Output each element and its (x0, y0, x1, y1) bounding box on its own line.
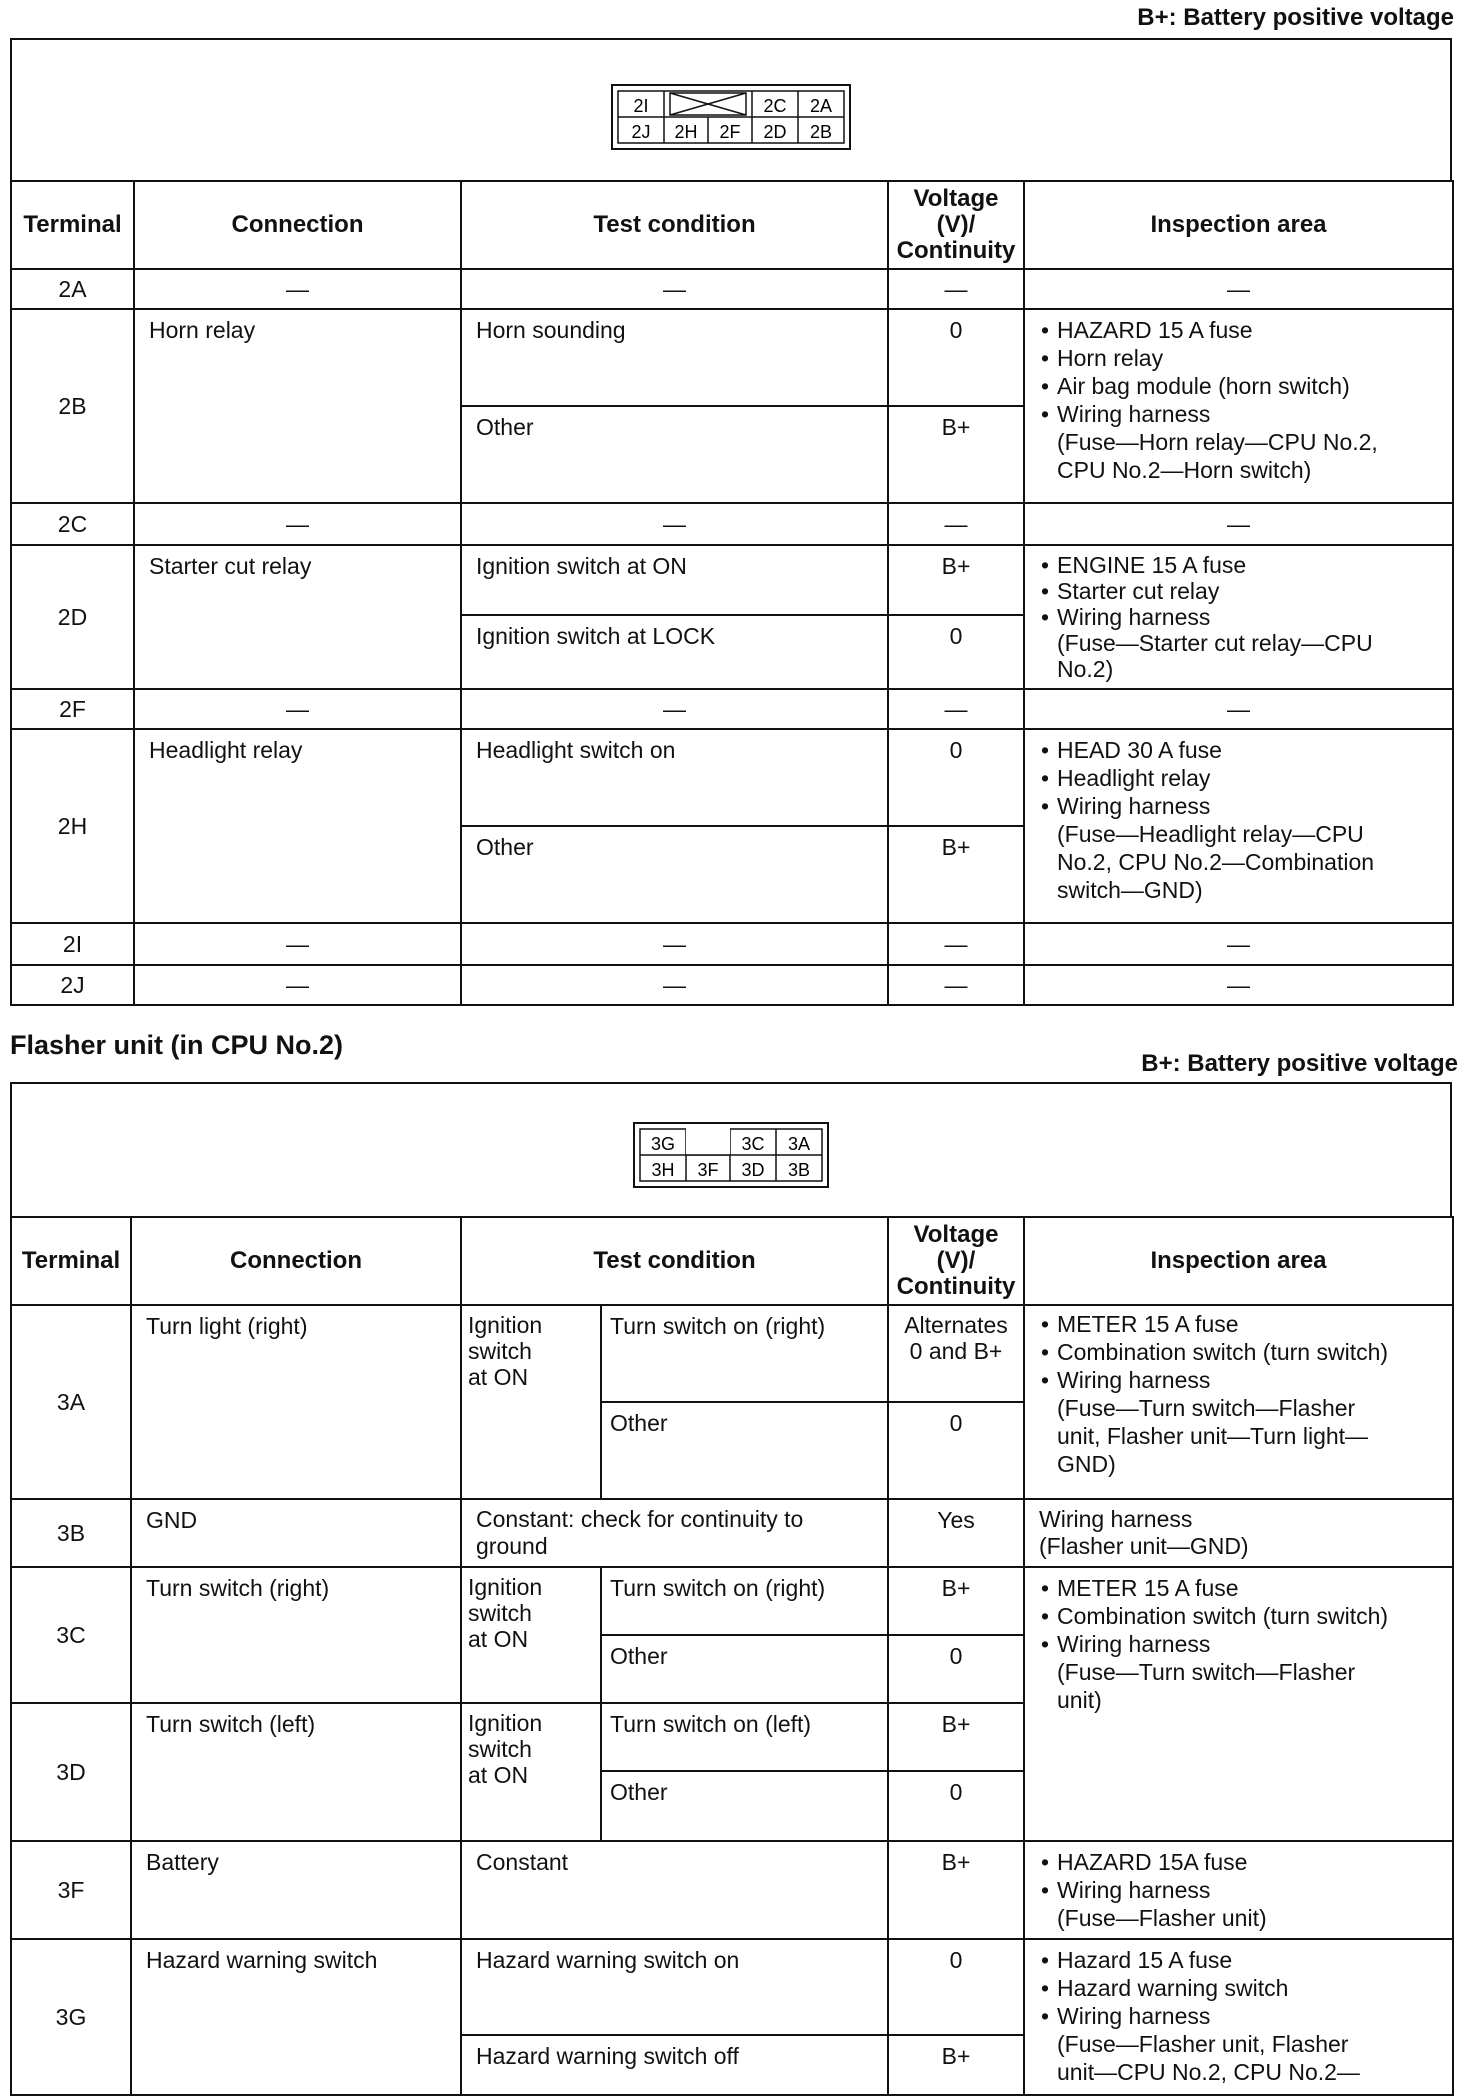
pin-label: 3A (787, 1134, 811, 1154)
header-voltage: Voltage (V)/ Continuity (888, 1217, 1024, 1305)
pin-label: 2F (719, 122, 741, 142)
table-row: 2I — — — — (11, 923, 1453, 965)
header-connection: Connection (131, 1217, 461, 1305)
header-inspection: Inspection area (1024, 1217, 1453, 1305)
table-row: Other B+ (11, 826, 1453, 923)
connector-2-table (10, 180, 1454, 1006)
table-row: Hazard warning switch off B+ (11, 2035, 1453, 2095)
table-row: 3F Battery Constant B+ • HAZARD 15A fuse • Wiring harness (Fuse—Flasher unit) (11, 1841, 1453, 1939)
table-row: Other 0 (11, 1771, 1453, 1841)
header-test-condition: Test condition (461, 181, 888, 269)
pin-label: 2J (631, 122, 651, 142)
pin-label: 3B (787, 1160, 811, 1180)
table-row: 2B Horn relay Horn sounding 0 • HAZARD 15 A fuse • Horn relay • Air bag module (horn switch) • Wiring harness (Fuse—Horn relay—CPU No.2, CPU No.2—Horn switch) (11, 309, 1453, 406)
header-terminal: Terminal (11, 181, 134, 269)
table-row: 2A — — — — (11, 269, 1453, 309)
connector-3-diagram (633, 1122, 829, 1188)
table-row: 3G Hazard warning switch Hazard warning switch on 0 • Hazard 15 A fuse • Hazard warning switch • Wiring harness (Fuse—Flasher unit, Flasher unit—CPU No.2, CPU No.2— (11, 1939, 1453, 2035)
pin-label: 2I (633, 96, 649, 116)
table-row: 2D Starter cut relay Ignition switch at ON B+ • ENGINE 15 A fuse • Starter cut relay • Wiring harness (Fuse—Starter cut relay—CPU No.2) (11, 545, 1453, 615)
battery-voltage-note: B+: Battery positive voltage (1141, 1050, 1458, 1077)
header-connection: Connection (134, 181, 461, 269)
table-row: Other 0 (11, 1402, 1453, 1499)
table-row: 3C Turn switch (right) Ignition switch at ON Turn switch on (right) B+ • METER 15 A fuse • Combination switch (turn switch) • Wiring harness (Fuse—Turn switch—Flasher unit) (11, 1567, 1453, 1635)
table-row: Ignition switch at LOCK 0 (11, 615, 1453, 689)
section-title: Flasher unit (in CPU No.2) (10, 1030, 344, 1060)
pin-label: 3G (650, 1134, 676, 1154)
connector-2-diagram (611, 84, 851, 150)
flasher-unit-table (10, 1216, 1454, 2096)
table-row: 2J — — — — (11, 965, 1453, 1005)
header-inspection: Inspection area (1024, 181, 1453, 269)
pin-label: 3C (741, 1134, 765, 1154)
table-row: 2H Headlight relay Headlight switch on 0 • HEAD 30 A fuse • Headlight relay • Wiring harness (Fuse—Headlight relay—CPU No.2, CPU No.2—Combination switch—GND) (11, 729, 1453, 826)
header-terminal: Terminal (11, 1217, 131, 1305)
table-row: Other 0 (11, 1635, 1453, 1703)
table-row: 2C — — — — (11, 503, 1453, 545)
pin-label: 2A (809, 96, 833, 116)
pin-label: 2D (763, 122, 787, 142)
table-row: 3B GND Constant: check for continuity to ground Yes Wiring harness (Flasher unit—GND) (11, 1499, 1453, 1567)
header-test-condition: Test condition (461, 1217, 888, 1305)
connector-diagram-box (10, 38, 1452, 182)
pin-label: 3D (741, 1160, 765, 1180)
table-row: 2F — — — — (11, 689, 1453, 729)
pin-label: 3H (651, 1160, 675, 1180)
pin-label: 2B (809, 122, 833, 142)
pin-label: 2H (674, 122, 698, 142)
connector-diagram-box (10, 1082, 1452, 1218)
header-voltage: Voltage (V)/ Continuity (888, 181, 1024, 269)
table-row: 3A Turn light (right) Ignition switch at ON Turn switch on (right) Alternates 0 and B+ • METER 15 A fuse • Combination switch (turn switch) • Wiring harness (Fuse—Turn switch—Flasher unit, Flasher unit—Turn light— GND) (11, 1305, 1453, 1402)
table-row: Other B+ (11, 406, 1453, 503)
pin-label: 2C (763, 96, 787, 116)
battery-voltage-note: B+: Battery positive voltage (1137, 4, 1454, 31)
pin-label: 3F (697, 1160, 719, 1180)
table-row: 3D Turn switch (left) Ignition switch at ON Turn switch on (left) B+ (11, 1703, 1453, 1771)
